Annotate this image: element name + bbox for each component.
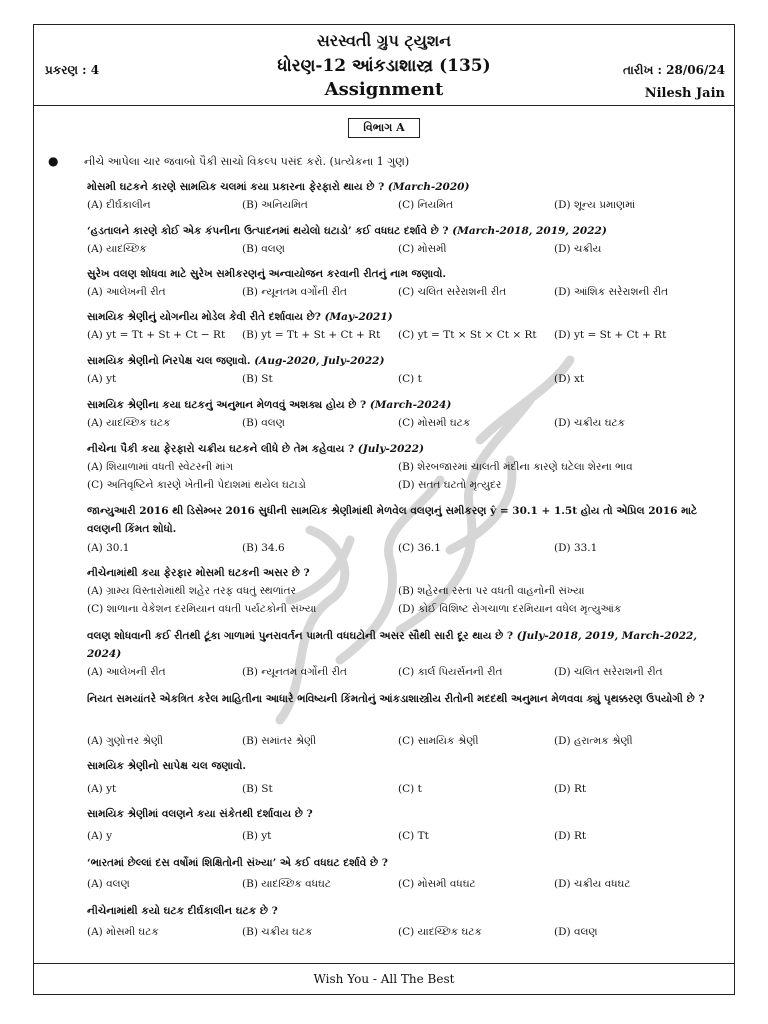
option: (A) yt: [87, 373, 117, 385]
question: [87, 178, 727, 196]
option: (C) કાર્લ પિયર્સનની રીત: [398, 666, 503, 678]
question-text: સામયિક શ્રેણીના કયા ઘટકનું અનુમાન મેળવવું અશક્ય હોય છે ?: [87, 399, 367, 411]
option: (A) y: [87, 830, 113, 842]
question-text: સામયિક શ્રેણીનો સાપેક્ષ ચલ જણાવો.: [87, 760, 246, 772]
chapter-label: પ્રકરણ : 4: [45, 63, 100, 77]
question-ref: (March-2020): [387, 181, 470, 193]
question-text: સામયિક શ્રેણીમાં વલણને કયા સંકેતથી દર્શાવાય છે ?: [87, 808, 313, 820]
option: (C) મોસમી વધઘટ: [398, 878, 476, 890]
question: [87, 222, 727, 240]
question: [87, 757, 727, 775]
subject-standard: ધોરણ-12 આંકડાશાસ્ત્ર (135): [277, 56, 491, 76]
option: (D) આંશિક સરેરાશની રીત: [554, 286, 669, 298]
option: (D) ચક્રીય વધઘટ: [554, 878, 631, 890]
option: (C) યાદચ્છિક ઘટક: [398, 926, 482, 938]
option: (B) સમાંતર શ્રેણી: [242, 735, 317, 747]
option: (D) શૂન્ય પ્રમાણમાં: [554, 199, 636, 211]
section-heading: વિભાગ A: [348, 118, 419, 138]
footer-text: Wish You - All The Best: [313, 972, 455, 986]
options-row: [87, 603, 727, 619]
option: (C) t: [398, 783, 422, 795]
option: (D) કોઈ વિશિષ્ટ રોગચાળા દરમિયાન વધેલ મૃત્યુઆંક: [398, 603, 622, 615]
option: (C) નિયમિત: [398, 199, 454, 211]
option: (C) શાળાના વેકેશન દરમિયાન વધતી પર્યટકોની સંખ્યા: [87, 603, 317, 615]
option: (D) વલણ: [554, 926, 598, 938]
option: (A) આલેખની રીત: [87, 286, 166, 298]
option: (D) Rt: [554, 783, 587, 795]
option: (B) ન્યૂનતમ વર્ગોની રીત: [242, 286, 347, 298]
option: (A) ગ્રામ્ય વિસ્તારોમાંથી શહેર તરફ વધતું સ્થળાંતર: [87, 585, 296, 597]
options-row: [87, 417, 727, 433]
question-ref: (Aug-2020, July-2022): [254, 355, 385, 367]
question-text: સામયિક શ્રેણીનું યોગનીય મોડેલ કેવી રીતે દર્શાવાય છે?: [87, 311, 321, 323]
option: (A) મોસમી ઘટક: [87, 926, 159, 938]
option: (D) ચલિત સરેરાશની રીત: [554, 666, 663, 678]
option: (D) ચક્રીય ઘટક: [554, 417, 626, 429]
question-text: જાન્યુઆરી 2016 થી ડિસેમ્બર 2016 સુધીની સામયિક શ્રેણીમાંથી મેળવેલ વલણનું સમીકરણ ŷ = 30.1 + 1.5t હોય તો એપ્રિલ 2016 માટે વલણની કિંમત શોધો.: [87, 505, 698, 535]
option: (C) મોસમી ઘટક: [398, 417, 471, 429]
option: (C) સામયિક શ્રેણી: [398, 735, 479, 747]
options-row: [87, 783, 727, 799]
question: [87, 627, 727, 663]
date-label: તારીખ : 28/06/24: [622, 63, 725, 77]
question: [87, 564, 727, 582]
options-row: [87, 735, 727, 751]
option: (C) yt = Tt × St × Ct × Rt: [398, 329, 537, 341]
option: (D) સતત ઘટતો મૃત્યુદર: [398, 479, 502, 491]
question-text: નીચેનામાંથી કયા ફેરફાર મોસમી ઘટકની અસર છે ?: [87, 567, 310, 579]
question-text: ‘હડતાલને કારણે કોઈ એક કંપનીના ઉત્પાદનમાં થયેલો ઘટાડો’ કઈ વધઘટ દર્શાવે છે ?: [87, 225, 449, 237]
bullet-icon: ●: [48, 154, 59, 168]
author-name: Nilesh Jain: [644, 86, 725, 101]
question: [87, 688, 727, 710]
options-row: [87, 373, 727, 389]
instruction-text: નીચે આપેલા ચાર જવાબો પૈકી સાચો વિકલ્પ પસંદ કરો. (પ્રત્યેકના 1 ગુણ): [84, 155, 410, 168]
institute-name: સરસ્વતી ગ્રુપ ટ્યુશન: [316, 31, 452, 50]
options-row: [87, 585, 727, 601]
question-text: સુરેખ વલણ શોધવા માટે સુરેખ સમીકરણનું અન્વાયોજન કરવાની રીતનું નામ જણાવો.: [87, 268, 447, 280]
option: (C) મોસમી: [398, 243, 447, 255]
options-row: [87, 542, 727, 558]
option: (A) યાદચ્છિક: [87, 243, 147, 255]
options-row: [87, 479, 727, 495]
option: (B) યાદચ્છિક વધઘટ: [242, 878, 331, 890]
option: (A) yt: [87, 783, 117, 795]
option: (A) yt = Tt + St + Ct − Rt: [87, 329, 226, 341]
option: (B) વલણ: [242, 243, 285, 255]
option: (D) ચક્રીય: [554, 243, 602, 255]
question: [87, 805, 727, 823]
option: (C) ચલિત સરેરાશની રીત: [398, 286, 507, 298]
question: [87, 902, 727, 920]
question-ref: (July-2022): [357, 443, 425, 455]
option: (C) 36.1: [398, 542, 441, 554]
footer: [33, 963, 735, 995]
option: (B) 34.6: [242, 542, 285, 554]
option: (D) 33.1: [554, 542, 598, 554]
option: (D) xt: [554, 373, 585, 385]
question: [87, 352, 727, 370]
option: (A) દીર્ઘકાલીન: [87, 199, 151, 211]
question-text: ‘ભારતમાં છેલ્લાં દસ વર્ષોમાં શિક્ષિતોની સંખ્યા’ એ કઈ વધઘટ દર્શાવે છે ?: [87, 857, 388, 869]
question: [87, 308, 727, 326]
options-row: [87, 461, 727, 477]
option: (B) yt = Tt + St + Ct + Rt: [242, 329, 381, 341]
option: (C) t: [398, 373, 422, 385]
option: (B) yt: [242, 830, 272, 842]
document-title: Assignment: [324, 79, 444, 100]
options-row: [87, 926, 727, 942]
question: [87, 396, 727, 414]
question-text: નીચેના પૈકી કયા ફેરફારો ચક્રીય ઘટકને લીધે છે તેમ કહેવાય ?: [87, 443, 355, 455]
question-ref: (May-2021): [324, 311, 393, 323]
option: (B) શેરબજારમાં ચાલતી મંદીના કારણે ઘટેલા શેરના ભાવ: [398, 461, 633, 473]
question-ref: (March-2024): [369, 399, 452, 411]
question-ref: (March-2018, 2019, 2022): [452, 225, 607, 237]
option: (D) Rt: [554, 830, 587, 842]
option: (C) Tt: [398, 830, 429, 842]
options-row: [87, 878, 727, 894]
question: [87, 265, 727, 283]
option: (B) શહેરના રસ્તા પર વધતી વાહનોની સંખ્યા: [398, 585, 585, 597]
instruction: [48, 154, 728, 169]
options-row: [87, 666, 727, 682]
question: [87, 502, 727, 538]
option: (B) અનિયમિત: [242, 199, 308, 211]
section-heading-wrap: [33, 118, 735, 138]
option: (B) St: [242, 373, 273, 385]
option: (A) ગુણોત્તર શ્રેણી: [87, 735, 164, 747]
options-row: [87, 830, 727, 846]
question-ref: (July-2018, 2019, March-2022, 2024): [87, 630, 698, 660]
options-row: [87, 199, 727, 215]
option: (A) શિયાળામાં વધતી સ્વેટરની માંગ: [87, 461, 234, 473]
option: (D) હરાત્મક શ્રેણી: [554, 735, 633, 747]
question-text: મોસમી ઘટકને કારણે સામયિક ચલમાં કયા પ્રકારના ફેરફારો થાય છે ?: [87, 181, 385, 193]
options-row: [87, 243, 727, 259]
option: (D) yt = St + Ct + Rt: [554, 329, 667, 341]
option: (B) St: [242, 783, 273, 795]
option: (B) વલણ: [242, 417, 285, 429]
question-text: નીચેનામાંથી કયો ઘટક દીર્ઘકાલીન ઘટક છે ?: [87, 905, 278, 917]
options-row: [87, 329, 727, 345]
question-text: વલણ શોધવાની કઈ રીતથી ટૂંકા ગાળામાં પુનરાવર્તન પામતી વધઘટોની અસર સૌથી સારી દૂર થાય છે ?: [87, 630, 514, 642]
option: (A) 30.1: [87, 542, 130, 554]
question: [87, 854, 727, 872]
header: [33, 24, 735, 106]
question-text: સામયિક શ્રેણીનો નિરપેક્ષ ચલ જણાવો.: [87, 355, 251, 367]
options-row: [87, 286, 727, 302]
option: (A) આલેખની રીત: [87, 666, 166, 678]
option: (A) યાદચ્છિક ઘટક: [87, 417, 171, 429]
question: [87, 440, 727, 458]
option: (C) અતિવૃષ્ટિને કારણે ખેતીની પેદાશમાં થયેલ ઘટાડો: [87, 479, 306, 491]
question-text: નિયત સમયાંતરે એકત્રિત કરેલ માહિતીના આધારે ભવિષ્યની કિંમતોનું આંકડાશાસ્ત્રીય રીતોની મદદથી અનુમાન મેળવવા ક્યું પૃથક્કરણ ઉપયોગી છે ?: [87, 693, 705, 705]
option: (B) ન્યૂનતમ વર્ગોની રીત: [242, 666, 347, 678]
option: (B) ચક્રીય ઘટક: [242, 926, 313, 938]
option: (A) વલણ: [87, 878, 130, 890]
